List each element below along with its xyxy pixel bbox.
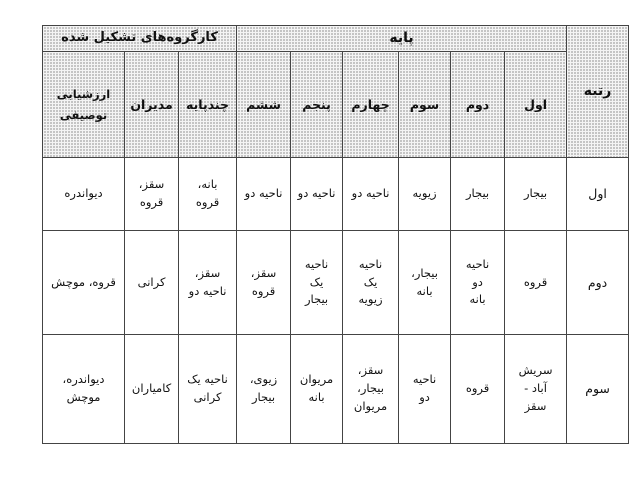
column-header: چندپایه	[179, 52, 237, 158]
table-cell: قروه	[505, 231, 567, 335]
table-cell: سقز، بیجار، مریوان	[343, 335, 399, 444]
table-cell: سقز، قروه	[237, 231, 291, 335]
table-cell: قروه، موچش	[43, 231, 125, 335]
table-row	[43, 335, 629, 444]
column-header: چهارم	[343, 52, 399, 158]
table-row	[43, 158, 629, 231]
rank-header: رتبه	[567, 26, 629, 158]
table-cell: سریش آباد - سقز	[505, 335, 567, 444]
table-cell: بانه، قروه	[179, 158, 237, 231]
column-header: پنجم	[291, 52, 343, 158]
table-cell: زیویه	[399, 158, 451, 231]
table-cell: ناحیه یک کرانی	[179, 335, 237, 444]
table-cell: ناحیه دو	[237, 158, 291, 231]
table-cell: کامیاران	[125, 335, 179, 444]
table-cell: زیوی، بیجار	[237, 335, 291, 444]
table-cell: کرانی	[125, 231, 179, 335]
rank-cell: اول	[567, 158, 629, 231]
table-cell: ناحیه یک زیویه	[343, 231, 399, 335]
table-cell: سقز، قروه	[125, 158, 179, 231]
table-cell: مریوان بانه	[291, 335, 343, 444]
rank-cell: دوم	[567, 231, 629, 335]
column-header: ارزشیابی توصیفی	[43, 52, 125, 158]
table-cell: ناحیه دو	[399, 335, 451, 444]
table-row	[43, 231, 629, 335]
column-header: دوم	[451, 52, 505, 158]
table-cell: بیجار، بانه	[399, 231, 451, 335]
column-header: ششم	[237, 52, 291, 158]
table-cell: ناحیه دو بانه	[451, 231, 505, 335]
table-cell: ناحیه دو	[291, 158, 343, 231]
working-groups-table	[42, 25, 629, 444]
table-cell: سقز، ناحیه دو	[179, 231, 237, 335]
base-header: پایه	[237, 26, 567, 52]
table-cell: قروه	[451, 335, 505, 444]
table-cell: ناحیه یک بیجار	[291, 231, 343, 335]
table-cell: دیواندره	[43, 158, 125, 231]
rank-cell: سوم	[567, 335, 629, 444]
working-groups-header: کارگروه‌های تشکیل شده	[43, 26, 237, 52]
table-cell: بیجار	[451, 158, 505, 231]
column-header: سوم	[399, 52, 451, 158]
table-cell: دیواندره، موچش	[43, 335, 125, 444]
table-cell: بیجار	[505, 158, 567, 231]
column-header: مدیران	[125, 52, 179, 158]
column-header: اول	[505, 52, 567, 158]
table-cell: ناحیه دو	[343, 158, 399, 231]
document-page	[42, 25, 612, 443]
